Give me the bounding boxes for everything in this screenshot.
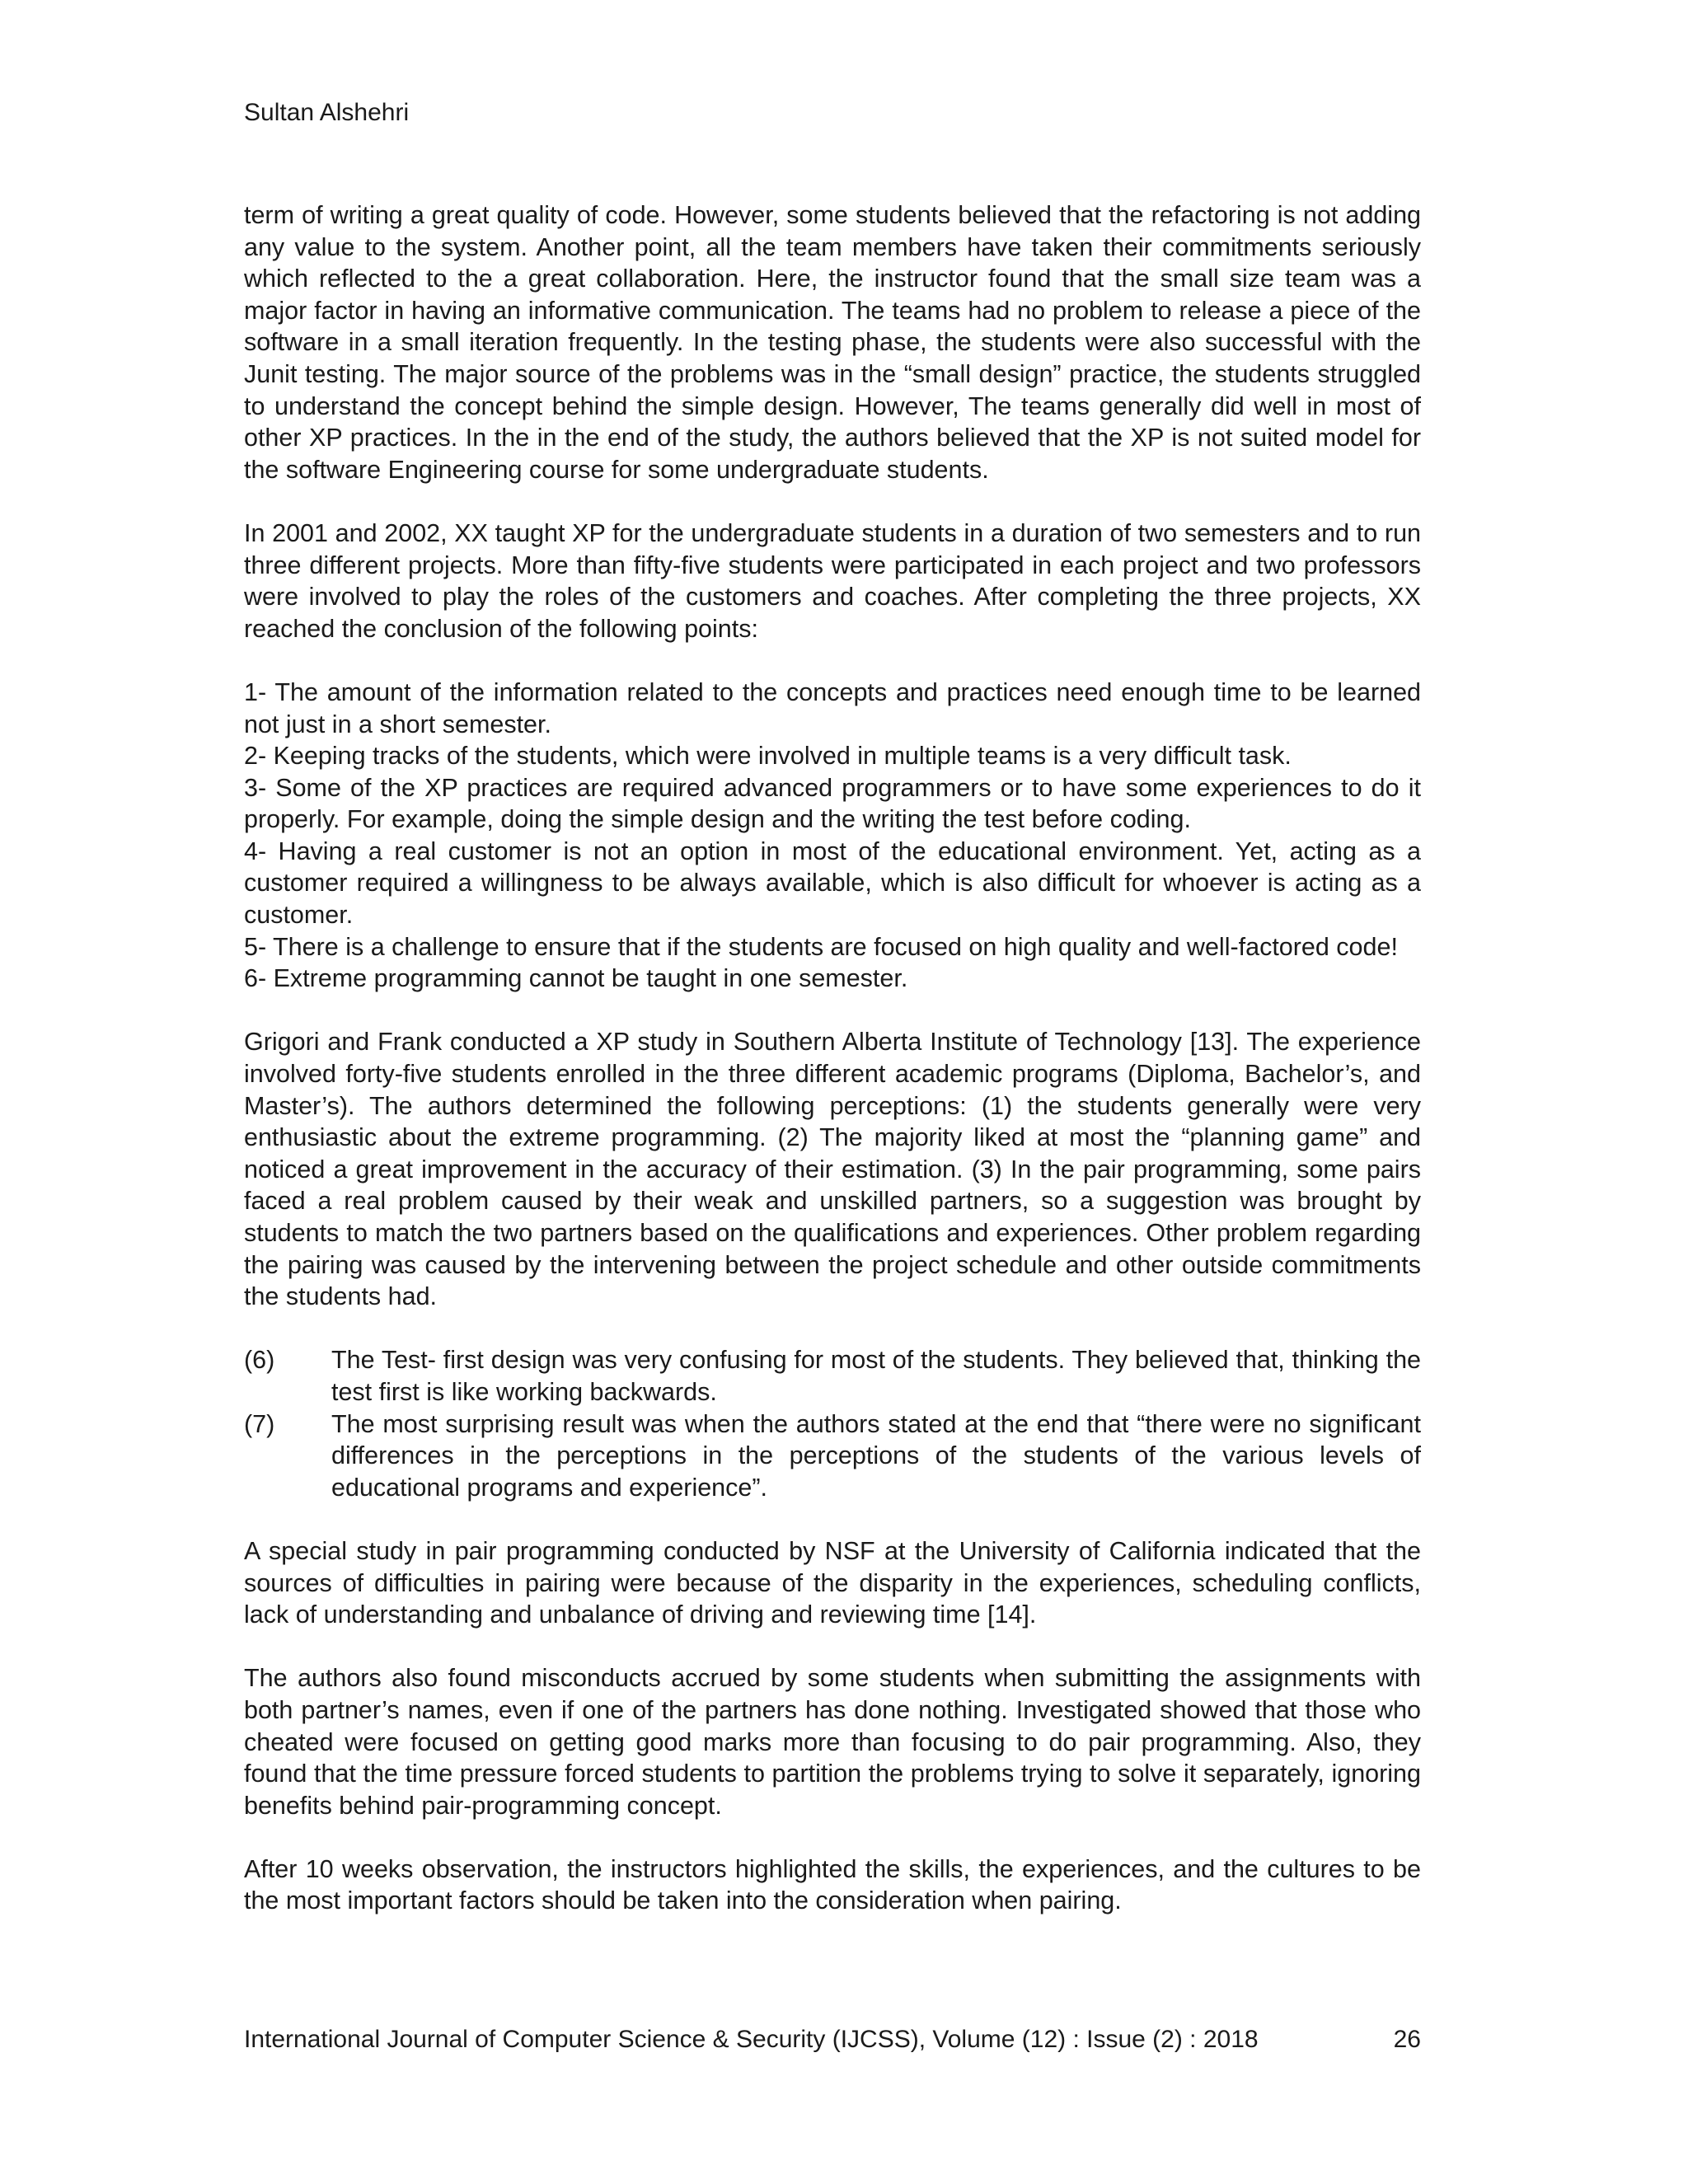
list-item bbox=[244, 1344, 1421, 1408]
paragraph-pairing-factors: After 10 weeks observation, the instructors highlighted the skills, the experiences, and the cultures to be the most important factors should be taken into the consideration when pairing. bbox=[244, 1854, 1421, 1915]
perceptions-list bbox=[244, 1344, 1421, 1503]
paragraph-nsf-study: A special study in pair programming conducted by NSF at the University of California indicated that the sources of difficulties in pairing were because of the disparity in the experiences, scheduling conflicts, lack of understanding and unbalance of driving and reviewing time [14]. bbox=[244, 1536, 1421, 1629]
running-head-author: Sultan Alshehri bbox=[244, 99, 410, 126]
page-footer bbox=[244, 2024, 1421, 2055]
page-number: 26 bbox=[1393, 2026, 1421, 2053]
list-item-number: (7) bbox=[244, 1409, 275, 1438]
list-item: 6- Extreme programming cannot be taught in one semester. bbox=[244, 964, 908, 993]
paragraph-refactoring-results: term of writing a great quality of code. However, some students believed that the refactoring is not adding any value to the system. Another point, all the team members have taken their commitments seriously which reflected to the a great collaboration. Here, the instructor found that the small size team was a major factor in having an informative communication. The teams had no problem to release a piece of the software in a small iteration frequently. In the testing phase, the students were also successful with the Junit testing. The major source of the problems was in the “small design” practice, the students struggled to understand the concept behind the simple design. However, The teams generally did well in most of other XP practices. In the in the end of the study, the authors believed that the XP is not suited model for the software Engineering course for some undergraduate students. bbox=[244, 201, 1421, 484]
list-item: 5- There is a challenge to ensure that if the students are focused on high quality and well-factored code! bbox=[244, 932, 1398, 961]
footer-journal-citation: International Journal of Computer Science & Security (IJCSS), Volume (12) : Issue (2) : 2018 bbox=[244, 2026, 1259, 2053]
article-body bbox=[244, 199, 1421, 1917]
list-item: 2- Keeping tracks of the students, which were involved in multiple teams is a very difficult task. bbox=[244, 742, 1292, 771]
list-item-text: The Test- first design was very confusing for most of the students. They believed that, thinking the test first is like working backwards. bbox=[331, 1346, 1421, 1406]
paragraph-grigori-frank-study: Grigori and Frank conducted a XP study in Southern Alberta Institute of Technology [13]. The experience involved forty-five students enrolled in the three different academic programs (Diploma, Bachelor’s, and Master’s). The authors determined the following perceptions: (1) the students generally were very enthusiastic about the extreme programming. (2) The majority liked at most the “planning game” and noticed a great improvement in the accuracy of their estimation. (3) In the pair programming, some pairs faced a real problem caused by their weak and unskilled partners, so a suggestion was brought by students to match the two partners based on the qualifications and experiences. Other problem regarding the pairing was caused by the intervening between the project schedule and other outside commitments the students had. bbox=[244, 1028, 1421, 1311]
list-item-number: (6) bbox=[244, 1346, 275, 1375]
conclusion-points-list bbox=[244, 677, 1421, 995]
list-item bbox=[244, 1408, 1421, 1504]
list-item: 3- Some of the XP practices are required advanced programmers or to have some experiences to do it properly. For example, doing the simple design and the writing the test before coding. bbox=[244, 773, 1421, 834]
list-item: 1- The amount of the information related to the concepts and practices need enough time to be learned not just in a short semester. bbox=[244, 677, 1421, 738]
paragraph-misconducts: The authors also found misconducts accrued by some students when submitting the assignments with both partner’s names, even if one of the partners has done nothing. Investigated showed that those who cheated were focused on getting good marks more than focusing to do pair programming. Also, they found that the time pressure forced students to partition the problems trying to solve it separately, ignoring benefits behind pair-programming concept. bbox=[244, 1664, 1421, 1820]
list-item-text: The most surprising result was when the authors stated at the end that “there were no significant differences in the perceptions in the perceptions of the students of the various levels of educational programs and experience”. bbox=[331, 1409, 1421, 1502]
list-item: 4- Having a real customer is not an option in most of the educational environment. Yet, acting as a customer required a willingness to be always available, which is also difficult for whoever is acting as a customer. bbox=[244, 837, 1421, 930]
paragraph-xx-study: In 2001 and 2002, XX taught XP for the undergraduate students in a duration of two semesters and to run three different projects. More than fifty-five students were participated in each project and two professors were involved to play the roles of the customers and coaches. After completing the three projects, XX reached the conclusion of the following points: bbox=[244, 518, 1421, 643]
